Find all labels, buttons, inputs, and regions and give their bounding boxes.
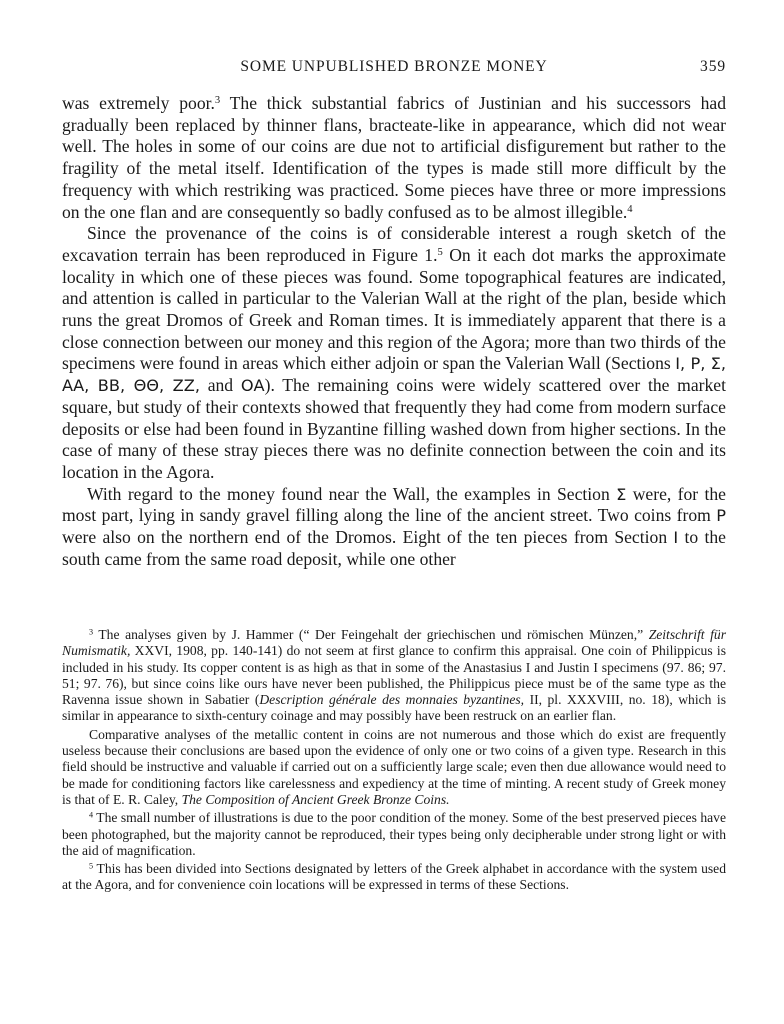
paragraph-text: to the south came from the same road deposit, while one other (62, 527, 726, 569)
footnote-4 (62, 810, 726, 859)
footnote-ref-4[interactable]: 4 (627, 203, 633, 215)
section-oa: ΟΑ (240, 376, 265, 396)
section-sigma: Σ (616, 484, 627, 504)
journal-title: Zeitschrift für Numismatik, (62, 627, 726, 659)
paragraph-text: was extremely poor. (62, 93, 215, 113)
footnote-text: Comparative analyses of the metallic content in coins are not numerous and those which do exist are frequently useless because their conclusions are based upon the evidence of only one or two coins of a given type. Research in this field should be instructive and valuable if carried out on a sufficiently large scale; even then due allowance would need to be made for conditioning factors like carelessness and expediency at the time of minting. A recent study of Greek money is that of E. R. Caley, (62, 726, 726, 807)
footnote-text: The small number of illustrations is due to the poor condition of the money. Some of the best preserved pieces have been photographed, but the majority cannot be reproduced, their types being only decipherable under strong light or with the aid of magnification. (62, 810, 726, 858)
footnote-ref-3[interactable]: 3 (214, 95, 221, 107)
paragraph-2 (62, 223, 726, 483)
paragraph-text: With regard to the money found near the Wall, the examples in Section (87, 483, 617, 504)
footnote-ref-5[interactable]: 5 (437, 247, 443, 259)
paragraph-text: On it each dot marks the approximate locality in which one of these pieces was found. Some topographical features are indicated, and attention is called in particular to the Valerian Wall at the right of the plan, beside which runs the great Dromos of Greek and Roman times. It is immediately apparent that there is a close connection between our money and this region of the Agora; more than two thirds of the specimens were found in areas which either adjoin or span the Valerian Wall (Sections (62, 244, 726, 374)
paragraph-text: were, for the most part, lying in sandy gravel filling along the line of the ancient street. Two coins from (62, 483, 726, 526)
footnote-text: The analyses given by J. Hammer (“ Der Feingehalt der griechischen und römischen Münzen,” (93, 627, 649, 642)
section-rho: Ρ (716, 506, 726, 526)
running-title: SOME UNPUBLISHED BRONZE MONEY (240, 58, 548, 75)
paragraph-text: Since the provenance of the coins is of considerable interest a rough sketch of the excavation terrain has been reproduced in Figure 1. (62, 223, 726, 265)
footnote-number: 3 (89, 627, 94, 637)
footnote-3-continued (62, 727, 726, 808)
footnote-number: 4 (89, 810, 94, 820)
footnote-5 (62, 861, 726, 894)
footnote-number: 5 (89, 861, 94, 871)
footnote-text: II, pl. XXXVIII, no. 18), which is similar in appearance to sixth-century coinage and may possibly have been restruck on an earlier flan. (62, 692, 726, 724)
paragraph-text: and (199, 375, 241, 396)
paragraph-text: The thick substantial fabrics of Justinian and his successors had gradually been replaced by thinner flans, bracteate-like in appearance, which did not wear well. The holes in some of our coins are due not to artificial disfigurement but rather to the fragility of the metal itself. Identification of the types is made still more difficult by the frequency with which restriking was practiced. Some pieces have three or more impressions on the one flan and are consequently so badly confused as to be almost illegible. (62, 93, 726, 222)
section-list: Ι, Ρ, Σ, ΑΑ, ΒΒ, ΘΘ, ΖΖ, (62, 354, 726, 396)
footnote-text: This has been divided into Sections designated by letters of the Greek alphabet in accordance with the system used at the Agora, and for convenience coin locations will be expressed in terms of these Sections. (62, 861, 726, 893)
paragraph-text: ). The remaining coins were widely scattered over the market square, but study of their contexts showed that frequently they had come from modern surface deposits or else had been found in Byzantine filling washed down from higher sections. In the case of many of these stray pieces there was no definite connection between the coin and its location in the Agora. (62, 375, 726, 482)
page-header (62, 58, 726, 82)
paragraph-1 (62, 93, 726, 223)
footnotes (62, 627, 726, 896)
paragraph-3 (62, 484, 726, 571)
footnote-3 (62, 627, 726, 725)
main-text (62, 93, 726, 570)
page-number: 359 (700, 58, 726, 75)
book-title: Description générale des monnaies byzantines, (259, 692, 525, 708)
footnote-text: XXVI, 1908, pp. 140-141) do not seem at first glance to confirm this appraisal. One coin of Philippicus is included in his study. Its copper content is as high as that in some of the Anastasius I and Justin I specimens (97. 86; 97. 51; 97. 76), but since coins like ours have never been published, the Philippicus piece must be of the same type as the Ravenna issue shown in Sabatier ( (62, 643, 726, 708)
study-title: The Composition of Ancient Greek Bronze Coins. (181, 791, 450, 807)
paragraph-text: were also on the northern end of the Dromos. Eight of the ten pieces from Section (62, 527, 674, 548)
section-iota: Ι (673, 528, 679, 548)
